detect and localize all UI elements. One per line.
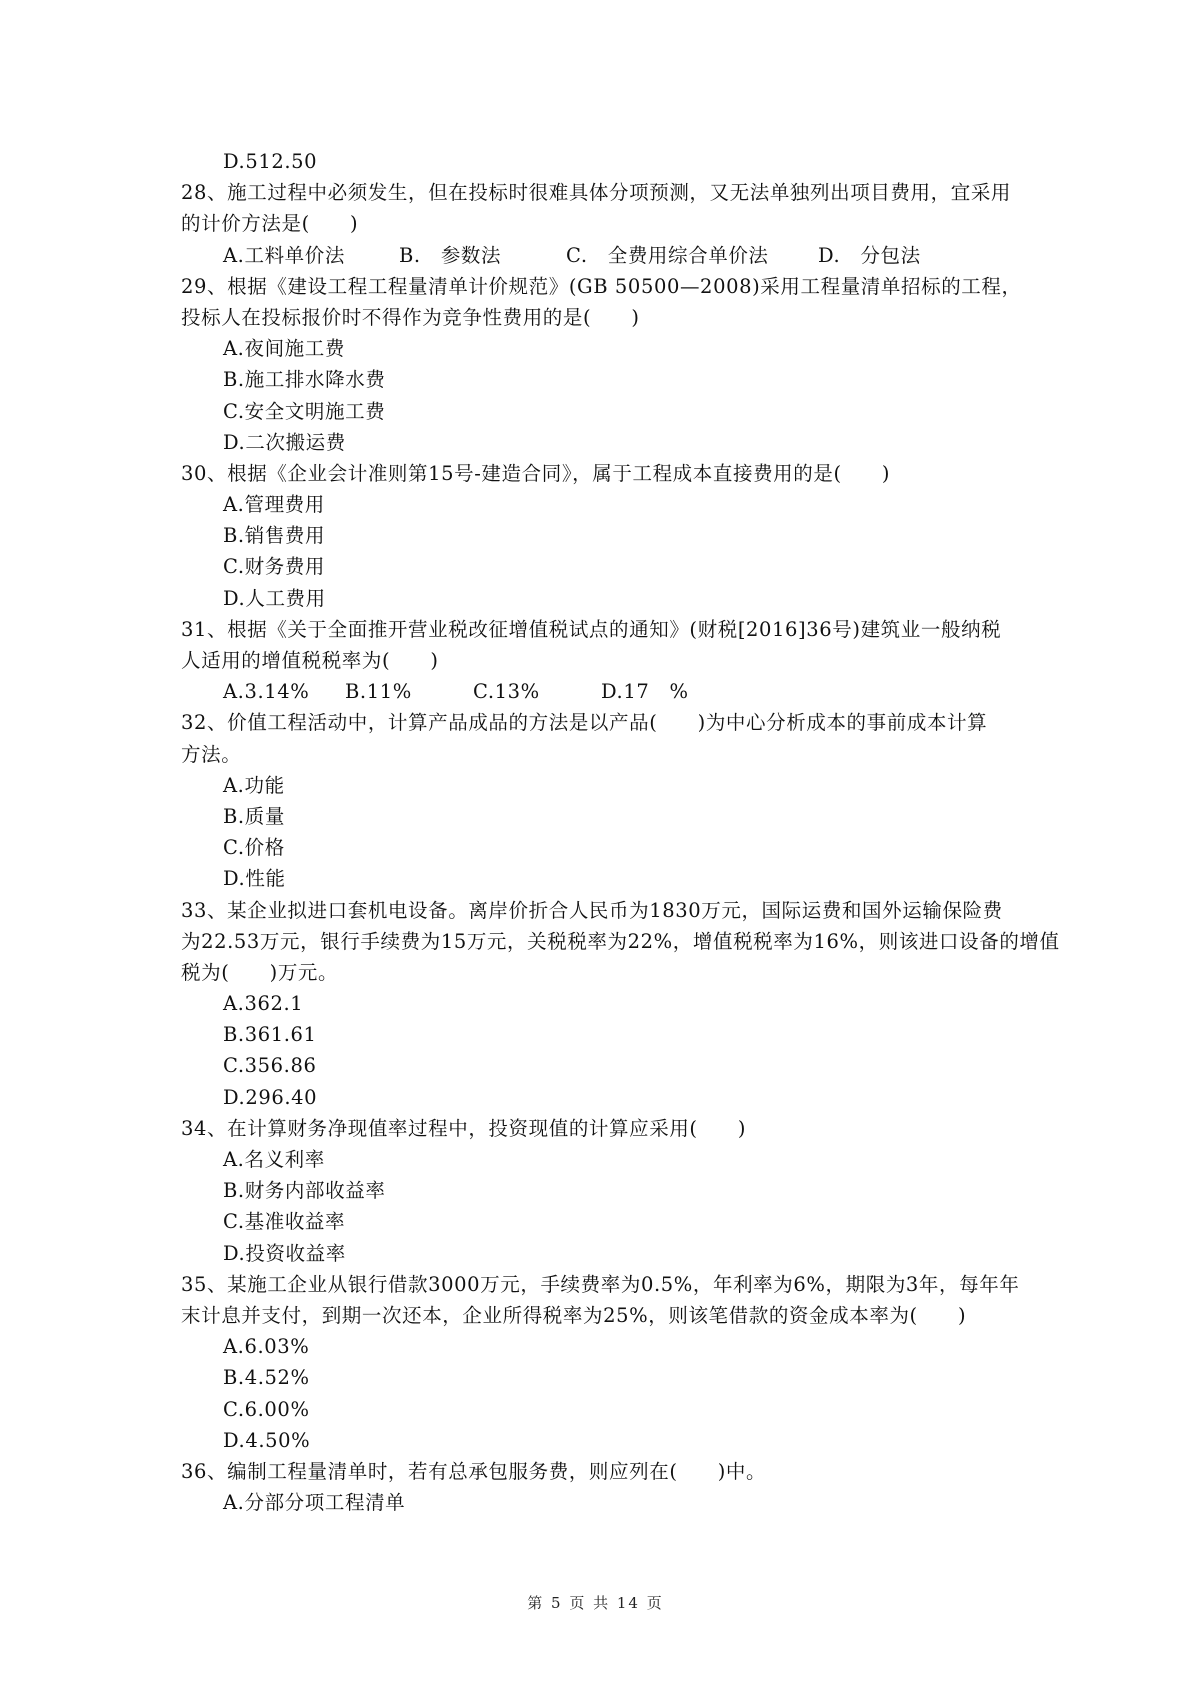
answer-option: C.基准收益率: [223, 1210, 346, 1234]
answer-option: A.管理费用: [223, 493, 325, 517]
answer-option: D.17 %: [601, 680, 689, 704]
answer-option: B.销售费用: [223, 524, 326, 548]
answer-option: B.质量: [223, 804, 285, 828]
answer-option: C.财务费用: [223, 555, 326, 579]
answer-option: B.财务内部收益率: [223, 1179, 386, 1203]
answer-option: B.4.52%: [223, 1366, 310, 1390]
answer-option: A.夜间施工费: [223, 337, 345, 361]
answer-option: C.安全文明施工费: [223, 399, 386, 423]
answer-option: C.价格: [223, 836, 285, 860]
question-text-continued: 为22.53万元，银行手续费为15万元，关税税率为22%，增值税税率为16%，则该进口设备的增值: [181, 929, 1060, 953]
answer-option: B.361.61: [223, 1023, 317, 1047]
question-text-continued: 投标人在投标报价时不得作为竞争性费用的是( ): [181, 305, 640, 329]
answer-option: A.功能: [223, 773, 285, 797]
question-text: 36、编制工程量清单时，若有总承包服务费，则应列在( )中。: [181, 1459, 767, 1483]
question-text-continued: 末计息并支付，到期一次还本，企业所得税率为25%，则该笔借款的资金成本率为( ): [181, 1303, 967, 1327]
answer-option: D. 分包法: [818, 243, 921, 267]
answer-option: B. 参数法: [399, 243, 502, 267]
question-text-continued: 方法。: [181, 742, 242, 766]
answer-option-row: [181, 676, 1019, 707]
question-text: 33、某企业拟进口套机电设备。离岸价折合人民币为1830万元，国际运费和国外运输保险费: [181, 898, 1003, 922]
answer-option: A.分部分项工程清单: [223, 1491, 406, 1515]
question-text: 29、根据《建设工程工程量清单计价规范》(GB 50500—2008)采用工程量清单招标的工程，: [181, 274, 1022, 298]
question-list: [181, 146, 1060, 1518]
answer-option: D.性能: [223, 867, 286, 891]
answer-option: B.11%: [345, 680, 412, 704]
question-text-continued: 人适用的增值税税率为( ): [181, 649, 439, 672]
answer-option: D.296.40: [223, 1085, 318, 1109]
answer-option: C.13%: [473, 680, 540, 704]
answer-option: D.4.50%: [223, 1428, 311, 1452]
question-text: 34、在计算财务净现值率过程中，投资现值的计算应采用( ): [181, 1116, 747, 1140]
answer-option: A.3.14%: [223, 680, 310, 704]
answer-option: B.施工排水降水费: [223, 368, 386, 392]
answer-option: C.6.00%: [223, 1397, 310, 1421]
question-text-continued: 税为( )万元。: [181, 960, 339, 984]
answer-option: A.名义利率: [223, 1148, 325, 1171]
answer-option: C. 全费用综合单价法: [566, 243, 769, 267]
answer-option: D.人工费用: [223, 586, 326, 610]
answer-option: C.356.86: [223, 1054, 317, 1078]
answer-option: D.二次搬运费: [223, 430, 346, 454]
answer-option: A.6.03%: [223, 1335, 310, 1359]
question-text: 35、某施工企业从银行借款3000万元，手续费率为0.5%，年利率为6%，期限为3年，每年年: [181, 1272, 1020, 1296]
answer-option: A.工料单价法: [223, 243, 345, 267]
question-text: 32、价值工程活动中，计算产品成品的方法是以产品( )为中心分析成本的事前成本计算: [181, 711, 988, 735]
page-footer: 第 5 页 共 14 页: [527, 1594, 664, 1612]
question-text: 28、施工过程中必须发生，但在投标时很难具体分项预测，又无法单独列出项目费用，宜采用: [181, 181, 1012, 205]
answer-option: A.362.1: [223, 992, 304, 1016]
question-text: 31、根据《关于全面推开营业税改征增值税试点的通知》(财税[2016]36号)建筑业一般纳税: [181, 617, 1002, 641]
answer-option: D.512.50: [223, 150, 318, 173]
answer-option-row: [181, 240, 1019, 271]
question-text-continued: 的计价方法是( ): [181, 212, 359, 236]
answer-option: D.投资收益率: [223, 1241, 346, 1265]
question-text: 30、根据《企业会计准则第15号-建造合同》，属于工程成本直接费用的是( ): [181, 461, 891, 485]
